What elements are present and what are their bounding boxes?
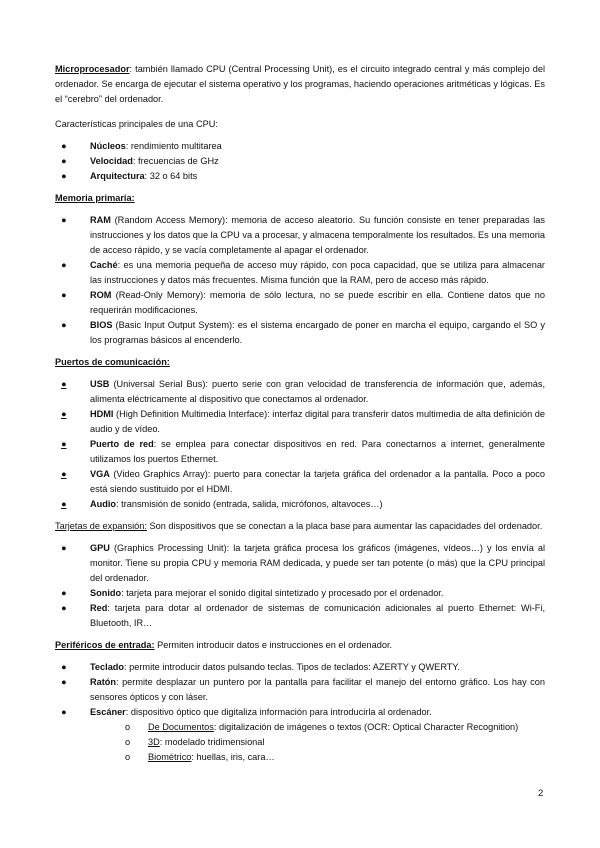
list-item: ● RAM (Random Access Memory): memoria de acceso aleatorio. Su función consiste en tener preparadas las instrucciones y los datos que la CPU va a procesar, y almacena temporalmente los resultados. Es una memoria de acceso rápido, y se vacía completamente al apagar el ordenador. <box>61 215 545 255</box>
circle-bullet-icon: o <box>125 737 131 747</box>
bullet-icon: ● <box>61 320 67 330</box>
list-item: ● Audio: transmisión de sonido (entrada, salida, micrófonos, altavoces…) <box>55 497 545 512</box>
bullet-icon: ● <box>61 707 67 717</box>
list-item: ● Ratón: permite desplazar un puntero por la pantalla para facilitar el manejo del entorno gráfico. Los hay con sensores ópticos y con láser. <box>61 677 545 702</box>
list-item: ● Escáner: dispositivo óptico que digitaliza información para introducirla al ordenador. o De Documentos: digitalización de imágenes o textos (OCR: Optical Character Recognition) o 3D: modelado tridimensional o Biométrico: huellas, iris, cara… <box>55 705 545 765</box>
bullet-icon: ● <box>61 439 67 449</box>
perifericos-heading: Periféricos de entrada: <box>55 640 155 650</box>
micro-text: : también llamado CPU (Central Processing Unit), es el circuito integrado central y más complejo del ordenador. Se encarga de ejecutar el sistema operativo y los programas, haciendo operaciones aritméticas y lógicas. Es el “cerebro” del ordenador. <box>55 64 545 104</box>
sub-list-item: o Biométrico: huellas, iris, cara… <box>90 750 545 765</box>
bullet-icon: ● <box>61 543 67 553</box>
page-number: 2 <box>538 788 544 799</box>
tarjetas-heading: Tarjetas de expansión: <box>55 521 147 531</box>
tarjetas-text: Son dispositivos que se conectan a la placa base para aumentar las capacidades del ordenador. <box>146 521 543 531</box>
list-item: ● Teclado: permite introducir datos pulsando teclas. Tipos de teclados: AZERTY y QWERTY. <box>55 660 545 675</box>
tarjetas-paragraph <box>55 519 545 534</box>
bullet-icon: ● <box>61 603 67 613</box>
bullet-icon: ● <box>61 662 67 672</box>
perifericos-paragraph <box>55 638 545 653</box>
circle-bullet-icon: o <box>125 752 131 762</box>
puertos-heading: Puertos de comunicación: <box>55 357 170 367</box>
circle-bullet-icon: o <box>125 722 131 732</box>
sub-list-item: o 3D: modelado tridimensional <box>90 735 545 750</box>
list-item: ● GPU (Graphics Processing Unit): la tarjeta gráfica procesa los gráficos (imágenes, vídeos…) y los envía al monitor. Tiene su propia CPU y memoria RAM dedicada, y puede ser tan potente (o más) que la CPU principal del ordenador. <box>61 543 545 583</box>
bullet-icon: ● <box>61 469 67 479</box>
perifericos-list <box>55 660 545 765</box>
bullet-icon: ● <box>61 260 67 270</box>
bullet-icon: ● <box>61 499 67 509</box>
perifericos-text: Permiten introducir datos e instrucciones en el ordenador. <box>154 640 393 650</box>
bullet-icon: ● <box>61 171 67 181</box>
list-item: ● Velocidad: frecuencias de GHz <box>55 154 545 169</box>
bullet-icon: ● <box>61 379 67 389</box>
list-item: ● Puerto de red: se emplea para conectar dispositivos en red. Para conectarnos a internet, generalmente utilizamos los puertos Ethernet. <box>61 439 545 464</box>
list-item: ● VGA (Video Graphics Array): puerto para conectar la tarjeta gráfica del ordenador a la pantalla. Poco a poco está siendo sustituido por el HDMI. <box>61 469 545 494</box>
list-item: ● BIOS (Basic Input Output System): es el sistema encargado de poner en marcha el equipo, cargando el SO y los programas básicos al encenderlo. <box>61 320 545 345</box>
micro-paragraph <box>55 62 545 107</box>
list-item: ● HDMI (High Definition Multimedia Interface): interfaz digital para transferir datos multimedia de alta definición de audio y de vídeo. <box>61 409 545 434</box>
document-page <box>55 62 545 765</box>
micro-term: Microprocesador <box>55 64 130 74</box>
memoria-list <box>55 213 545 348</box>
puertos-list <box>55 377 545 512</box>
bullet-icon: ● <box>61 141 67 151</box>
bullet-icon: ● <box>61 677 67 687</box>
list-item: ● Red: tarjeta para dotar al ordenador de sistemas de comunicación adicionales al puerto Ethernet: Wi-Fi, Bluetooth, IR… <box>61 603 545 628</box>
list-item: ● ROM (Read-Only Memory): memoria de sólo lectura, no se puede escribir en ella. Contiene datos que no requerirán modificaciones. <box>61 290 545 315</box>
bullet-icon: ● <box>61 156 67 166</box>
cpu-intro: Características principales de una CPU: <box>55 119 218 129</box>
sub-list-item: o De Documentos: digitalización de imágenes o textos (OCR: Optical Character Recognition) <box>90 720 545 735</box>
cpu-list <box>55 139 545 184</box>
memoria-heading: Memoria primaria: <box>55 193 135 203</box>
tarjetas-list <box>55 541 545 631</box>
bullet-icon: ● <box>61 588 67 598</box>
bullet-icon: ● <box>61 290 67 300</box>
list-item: ● Arquitectura: 32 o 64 bits <box>55 169 545 184</box>
list-item: ● Núcleos: rendimiento multitarea <box>55 139 545 154</box>
bullet-icon: ● <box>61 215 67 225</box>
list-item: ● Sonido: tarjeta para mejorar el sonido digital sintetizado y procesado por el ordenador. <box>55 586 545 601</box>
list-item: ● USB (Universal Serial Bus): puerto serie con gran velocidad de transferencia de información que, además, alimenta eléctricamente al dispositivo que conectamos al ordenador. <box>61 379 545 404</box>
list-item: ● Caché: es una memoria pequeña de acceso muy rápido, con poca capacidad, que se utiliza para almacenar las instrucciones y datos más frecuentes. Misma función que la RAM, pero de acceso más rápido. <box>61 260 545 285</box>
escaner-sublist <box>90 720 545 765</box>
bullet-icon: ● <box>61 409 67 419</box>
